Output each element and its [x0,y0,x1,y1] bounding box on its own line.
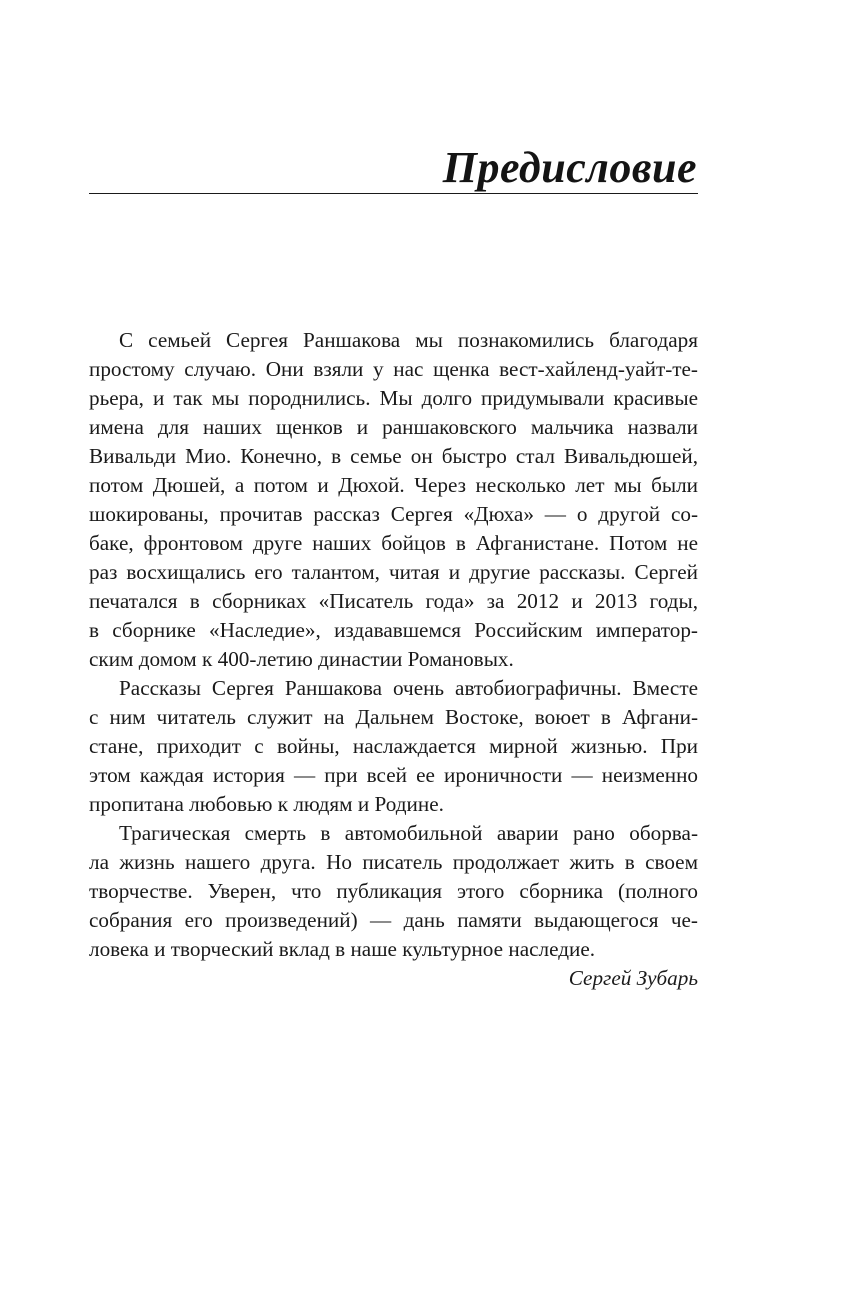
text-line: ла жизнь нашего друга. Но писатель продолжает жить в своем [89,850,698,874]
text-line: Рассказы Сергея Раншакова очень автобиографичны. Вместе [119,676,698,700]
text-line: простому случаю. Они взяли у нас щенка вест-хайленд-уайт-те- [89,357,698,381]
text-line: Трагическая смерть в автомобильной аварии рано оборва- [119,821,698,845]
text-line: баке, фронтовом друге наших бойцов в Афганистане. Потом не [89,531,698,555]
text-line: с ним читатель служит на Дальнем Востоке, воюет в Афгани- [89,705,698,729]
text-line: творчестве. Уверен, что публикация этого сборника (полного [89,879,698,903]
text-line: потом Дюшей, а потом и Дюхой. Через несколько лет мы были [89,473,698,497]
text-line: пропитана любовью к людям и Родине. [89,792,444,816]
foreword-text [89,326,698,993]
text-line: в сборнике «Наследие», издававшемся Российским император- [89,618,698,642]
text-line: рьера, и так мы породнились. Мы долго придумывали красивые [89,386,698,410]
text-line: С семьей Сергея Раншакова мы познакомились благодаря [119,328,698,352]
text-line: имена для наших щенков и раншаковского мальчика назвали [89,415,698,439]
text-line: печатался в сборниках «Писатель года» за 2012 и 2013 годы, [89,589,698,613]
text-line: ским домом к 400-летию династии Романовых. [89,647,514,671]
text-line: раз восхищались его талантом, читая и другие рассказы. Сергей [89,560,698,584]
text-line: ловека и творческий вклад в наше культурное наследие. [89,937,596,961]
title-divider [89,193,698,194]
text-line: шокированы, прочитав рассказ Сергея «Дюха» — о другой со- [89,502,698,526]
chapter-title: Предисловие [442,143,697,192]
text-line: стане, приходит с войны, наслаждается мирной жизнью. При [89,734,698,758]
text-line: собрания его произведений) — дань памяти выдающегося че- [89,908,698,932]
author-signature: Сергей Зубарь [568,966,698,990]
text-line: этом каждая история — при всей ее ироничности — неизменно [89,763,698,787]
text-line: Вивальди Мио. Конечно, в семье он быстро стал Вивальдюшей, [89,444,698,468]
